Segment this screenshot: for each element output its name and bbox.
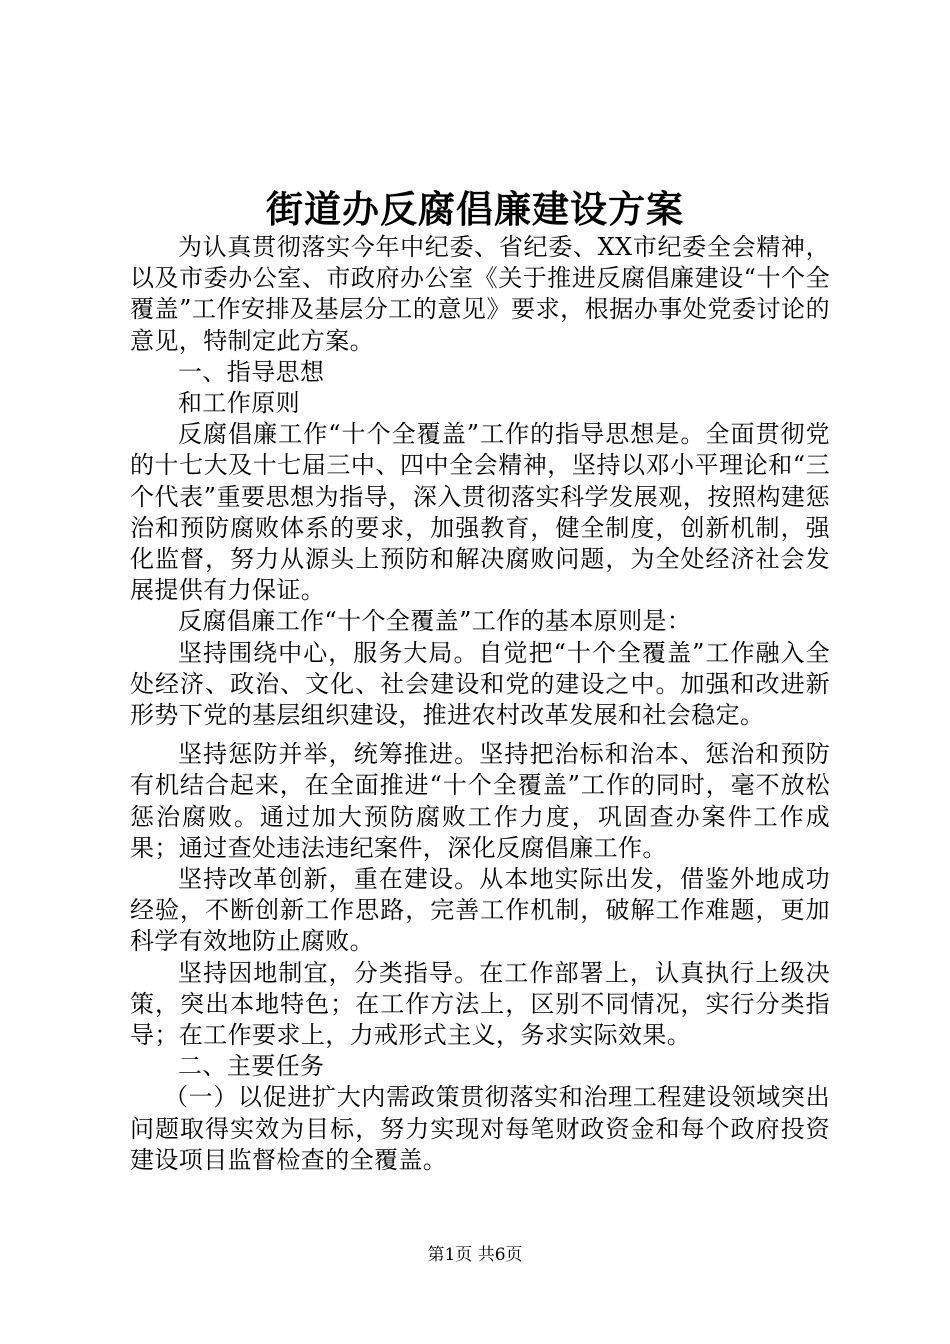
paragraph-principle-reform: 坚持改革创新，重在建设。从本地实际出发，借鉴外地成功经验，不断创新工作思路，完善工作机制，破解工作难题，更加科学有效地防止腐败。 <box>130 865 830 956</box>
paragraph-guiding-thought: 反腐倡廉工作“十个全覆盖”工作的指导思想是。全面贯彻党的十七大及十七届三中、四中全会精神，坚持以邓小平理论和“三个代表”重要思想为指导，深入贯彻落实科学发展观，按照构建惩治和预防腐败体系的要求，加强教育，健全制度，创新机制，强化监督，努力从源头上预防和解决腐败问题，为全处经济社会发展提供有力保证。 <box>130 420 830 605</box>
section-heading-main-tasks: 二、主要任务 <box>178 1052 325 1081</box>
page-number-footer: 第1页 共6页 <box>427 1245 523 1265</box>
paragraph-intro: 为认真贯彻落实今年中纪委、省纪委、XX市纪委全会精神，以及市委办公室、市政府办公室《关于推进反腐倡廉建设“十个全覆盖”工作安排及基层分工的意见》要求，根据办事处党委讨论的意见，特制定此方案。 <box>130 233 830 355</box>
section-heading-guiding-thought: 一、指导思想 <box>178 357 325 386</box>
paragraph-basic-principles: 反腐倡廉工作“十个全覆盖”工作的基本原则是： <box>178 607 692 636</box>
paragraph-task-one: （一）以促进扩大内需政策贯彻落实和治理工程建设领域突出问题取得实效为目标，努力实现对每笔财政资金和每个政府投资建设项目监督检查的全覆盖。 <box>130 1083 830 1174</box>
section-heading-work-principles: 和工作原则 <box>178 389 300 418</box>
document-body <box>130 232 830 1176</box>
document-title: 街道办反腐倡廉建设方案 <box>266 187 684 231</box>
paragraph-principle-local: 坚持因地制宜，分类指导。在工作部署上，认真执行上级决策，突出本地特色；在工作方法上，区别不同情况，实行分类指导；在工作要求上，力戒形式主义，务求实际效果。 <box>130 958 830 1050</box>
paragraph-principle-center: 坚持围绕中心，服务大局。自觉把“十个全覆盖”工作融入全处经济、政治、文化、社会建设和党的建设之中。加强和改进新形势下党的基层组织建设，推进农村改革发展和社会稳定。 <box>130 638 830 730</box>
paragraph-principle-punish-prevent: 坚持惩防并举，统筹推进。坚持把治标和治本、惩治和预防有机结合起来，在全面推进“十个全覆盖”工作的同时，毫不放松惩治腐败。通过加大预防腐败工作力度，巩固查办案件工作成果；通过查处违法违纪案件，深化反腐倡廉工作。 <box>130 740 830 862</box>
